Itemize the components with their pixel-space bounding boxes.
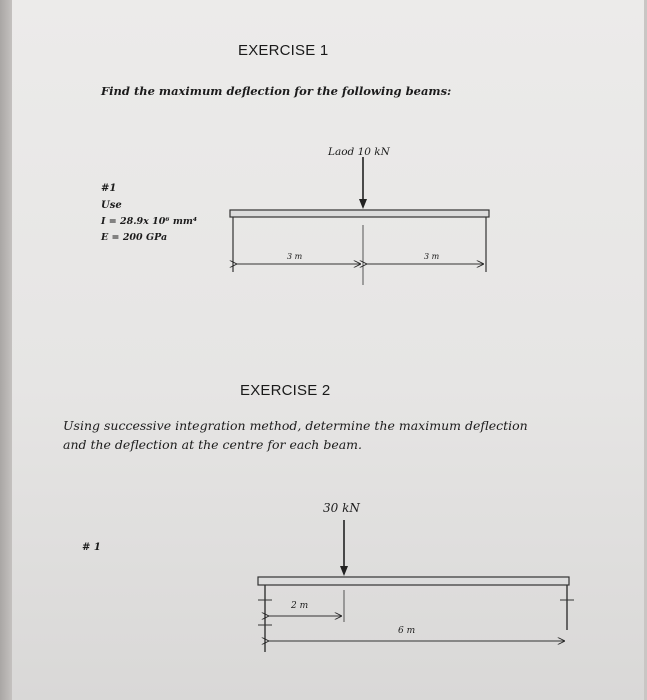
- exercise-2-instruction-line-1: Using successive integration method, determine the maximum deflection: [63, 418, 528, 433]
- beam-2-short-span-label: 2 m: [291, 601, 309, 611]
- use-label: Use: [101, 200, 122, 211]
- beam-1-member: [230, 210, 489, 217]
- moment-of-inertia: I = 28.9x 10⁶ mm⁴: [101, 216, 198, 227]
- beam-1-diagram: [230, 157, 489, 285]
- exercise-2-problem-number: # 1: [82, 542, 101, 553]
- exercise-1-instruction: Find the maximum deflection for the following beams:: [101, 84, 452, 98]
- exercise-1-title: EXERCISE 1: [238, 42, 329, 59]
- exercise-1-problem-number: #1: [101, 183, 117, 194]
- beam-2-diagram: [258, 520, 574, 652]
- beam-2-member: [258, 577, 569, 585]
- beam-2-load-arrow-head: [340, 566, 348, 576]
- exercise-2-instruction-line-2: and the deflection at the centre for each beam.: [63, 437, 362, 452]
- beam-1-right-span-label: 3 m: [424, 252, 440, 261]
- beam-1-load-arrow-head: [359, 199, 367, 209]
- elastic-modulus: E = 200 GPa: [101, 232, 168, 243]
- beam-2-total-span-label: 6 m: [398, 626, 416, 636]
- exercise-2-title: EXERCISE 2: [240, 382, 331, 399]
- beam-2-load-label: 30 kN: [323, 501, 360, 515]
- beam-1-load-label: Laod 10 kN: [328, 146, 390, 158]
- beam-1-left-span-label: 3 m: [287, 252, 303, 261]
